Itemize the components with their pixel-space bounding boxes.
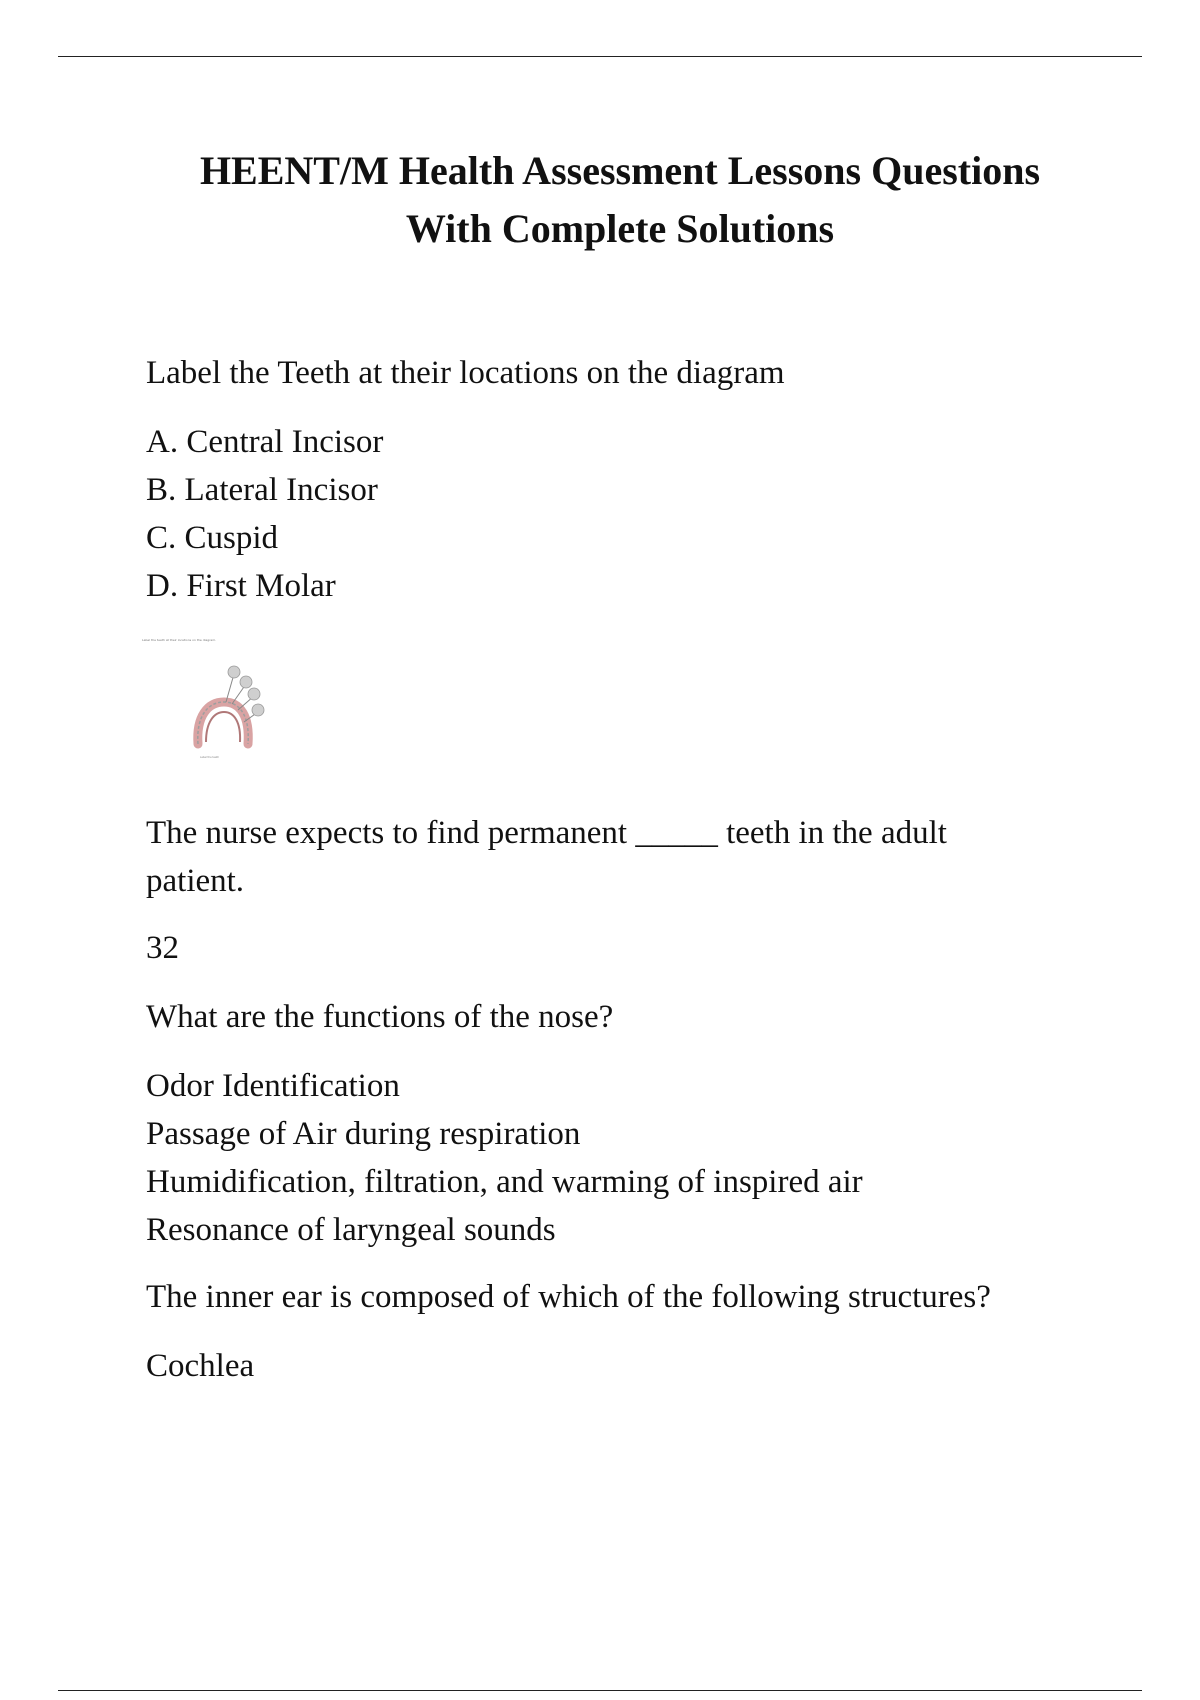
question-3-answers	[146, 1062, 1106, 1254]
question-3	[146, 993, 1106, 1041]
answer-line: Resonance of laryngeal sounds	[146, 1212, 556, 1248]
answer-line: Cochlea	[146, 1348, 255, 1384]
answer-line: Passage of Air during respiration	[146, 1116, 581, 1152]
figure-caption: Label the teeth at their locations on the diagram.	[142, 638, 217, 642]
question-2-text-line-1: The nurse expects to find permanent _____ teeth in the adult	[146, 815, 947, 851]
answer-line: B. Lateral Incisor	[146, 472, 378, 508]
question-4	[146, 1273, 1106, 1321]
answer-line: Odor Identification	[146, 1068, 400, 1104]
question-3-text: What are the functions of the nose?	[146, 999, 614, 1035]
question-1-answers	[146, 418, 1106, 610]
question-4-text: The inner ear is composed of which of the following structures?	[146, 1279, 991, 1315]
bottom-rule	[58, 1690, 1142, 1691]
question-4-answer	[146, 1342, 1106, 1390]
dental-arch-icon	[142, 646, 302, 756]
question-2	[146, 809, 1106, 905]
question-2-text-line-2: patient.	[146, 863, 245, 899]
question-2-answer	[146, 924, 1106, 972]
page-title	[110, 142, 1130, 258]
question-1-text: Label the Teeth at their locations on the diagram	[146, 355, 785, 391]
answer-line: Humidification, filtration, and warming of inspired air	[146, 1164, 863, 1200]
answer-line: A. Central Incisor	[146, 424, 384, 460]
title-line-2: With Complete Solutions	[405, 206, 835, 251]
answer-line: C. Cuspid	[146, 520, 279, 556]
question-1	[146, 349, 1106, 397]
figure-footer: Label the teeth	[200, 756, 220, 759]
title-line-1: HEENT/M Health Assessment Lessons Questions	[199, 148, 1041, 193]
teeth-diagram-figure	[142, 638, 302, 768]
answer-line: 32	[146, 930, 179, 966]
top-rule	[58, 56, 1142, 57]
answer-line: D. First Molar	[146, 568, 336, 604]
